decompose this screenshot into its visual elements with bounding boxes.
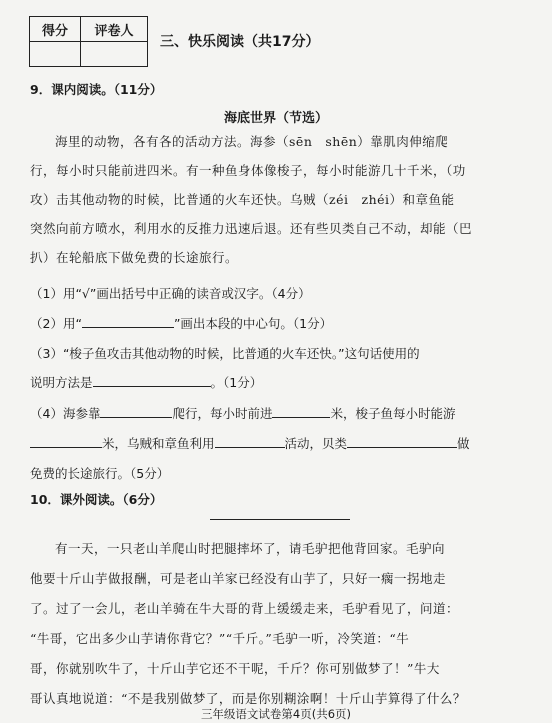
- sub4-text: 活动，贝类: [284, 436, 348, 451]
- story-line: 有一天，一只老山羊爬山时把腿摔坏了，请毛驴把他背回家。毛驴向: [55, 541, 446, 556]
- answer-blank-sea-cucumber[interactable]: [100, 405, 172, 418]
- score-cell[interactable]: [30, 42, 81, 67]
- q9-sub1: （1）用“√”画出括号中正确的读音或汉字。（4分）: [30, 286, 311, 301]
- sub2-suffix: ”画出本段的中心句。（1分）: [173, 316, 333, 331]
- sub2-prefix: （2）用“: [30, 316, 82, 331]
- sub4-text: 米，梭子鱼每小时能游: [330, 406, 456, 421]
- story-line: 哥，你就别吹牛了，十斤山芋它还不干呢，千斤？你可别做梦了！”牛大: [30, 661, 440, 676]
- passage-line: 攻）击其他动物的时候，比普通的火车还快。乌贼（zéi zhéi）和章鱼能: [30, 192, 455, 207]
- section-title: 三、快乐阅读（共17分）: [160, 34, 320, 50]
- q9-sub3-line1: （3）“梭子鱼攻击其他动物的时候，比普通的火车还快。”这句话使用的: [30, 346, 420, 361]
- passage: [30, 127, 530, 272]
- q9-sub3-line2: [30, 373, 262, 391]
- passage-line: 海里的动物，各有各的活动方法。海参（sēn shēn）靠肌肉伸缩爬: [55, 134, 449, 149]
- q9-sub4-line3: 免费的长途旅行。（5分）: [30, 466, 170, 481]
- score-table: [29, 16, 148, 67]
- story: [30, 534, 530, 714]
- q10-heading: 10．课外阅读。（6分）: [30, 492, 163, 507]
- q9-sub4-line1: [30, 404, 455, 422]
- score-label: 得分: [30, 17, 81, 42]
- sub3-prefix: 说明方法是: [30, 375, 93, 390]
- sub4-text: 米，乌贼和章鱼利用: [102, 436, 215, 451]
- underline-sample: [82, 315, 174, 328]
- passage-line: 突然向前方喷水，利用水的反推力迅速后退。还有些贝类自己不动，却能（巴: [30, 221, 473, 236]
- answer-blank-squid[interactable]: [215, 435, 285, 448]
- page-footer: 三年级语文试卷第4页(共6页): [200, 707, 352, 721]
- grader-cell[interactable]: [81, 42, 148, 67]
- story-line: 了。过了一会儿，老山羊骑在牛大哥的背上缓缓走来，毛驴看见了，问道：: [30, 601, 460, 616]
- q9-sub2: [30, 314, 332, 332]
- answer-blank-speed[interactable]: [272, 405, 330, 418]
- story-line: “牛哥，它出多少山芋请你背它？”“千斤。”毛驴一听，冷笑道：“牛: [30, 631, 410, 646]
- passage-line: 行，每小时只能前进四米。有一种鱼身体像梭子，每小时能游几十千米，（功: [30, 163, 466, 178]
- passage-title: 海底世界（节选）: [223, 111, 328, 126]
- q9-sub4-line2: [30, 434, 470, 452]
- answer-blank-shellfish[interactable]: [347, 435, 457, 448]
- sub3-suffix: 。（1分）: [210, 375, 263, 390]
- grader-label: 评卷人: [81, 17, 148, 42]
- story-line: 哥认真地说道：“不是我别做梦了，而是你别糊涂啊！十斤山芋算得了什么？: [30, 691, 466, 706]
- story-line: 他要十斤山芋做报酬，可是老山羊家已经没有山芋了，只好一瘸一拐地走: [30, 571, 447, 586]
- answer-blank-method[interactable]: [93, 374, 211, 387]
- passage-line: 扒）在轮船底下做免费的长途旅行。: [30, 250, 239, 265]
- answer-blank-fish-speed[interactable]: [30, 435, 102, 448]
- sub4-text: （4）海参靠: [30, 406, 101, 421]
- sub4-text: 爬行，每小时前进: [172, 406, 273, 421]
- story-title-blank[interactable]: [210, 519, 350, 520]
- q9-heading: 9．课内阅读。（11分）: [30, 82, 163, 97]
- sub4-text: 做: [457, 436, 470, 451]
